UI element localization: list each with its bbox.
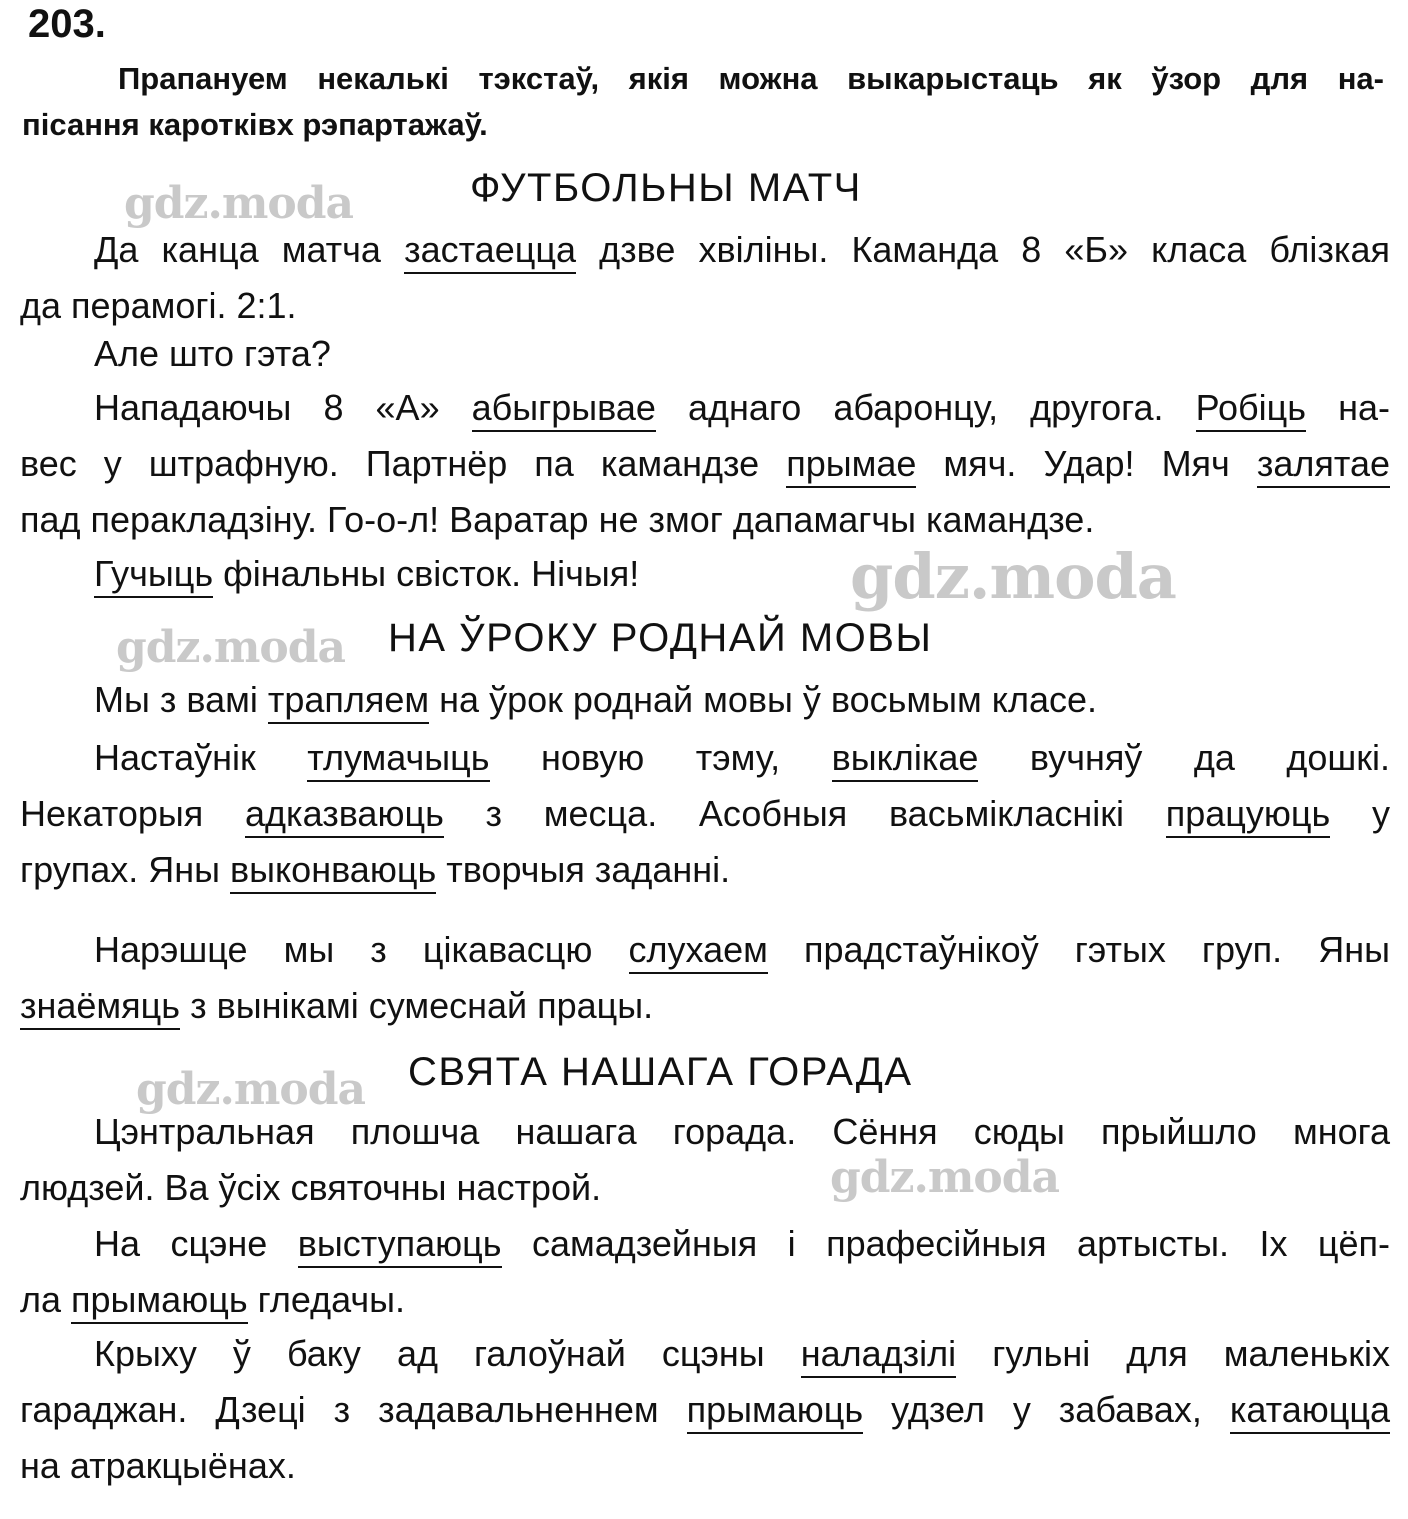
underlined-verb: Робіць: [1196, 387, 1306, 432]
text-line: Цэнтральная плошча нашага горада. Сёння сюды прыйшло многа: [94, 1111, 1390, 1152]
text-line: ла прымаюць гледачы.: [20, 1272, 1390, 1328]
paragraph: [20, 222, 1390, 334]
paragraph: [20, 730, 1390, 898]
watermark: gdz.moda: [124, 178, 354, 229]
watermark: gdz.moda: [830, 1152, 1060, 1203]
text-line: пад перакладзіну. Го-о-л! Варатар не змог дапамагчы камандзе.: [20, 499, 1095, 540]
paragraph: [20, 1216, 1390, 1328]
paragraph: [20, 1326, 1390, 1494]
text-line: знаёмяць з вынікамі сумеснай працы.: [20, 978, 1390, 1034]
paragraph: [20, 380, 1390, 548]
text-line: Нарэшце мы з цікавасцю слухаем прадстаўнікоў гэтых груп. Яны: [20, 922, 1390, 978]
text-line: Гучыць фінальны свісток. Нічыя!: [20, 546, 1390, 602]
text-line: гараджан. Дзеці з задавальненнем прымаюць удзел у забавах, катаюцца: [20, 1382, 1390, 1438]
watermark: gdz.moda: [136, 1064, 366, 1115]
paragraph: [20, 922, 1390, 1034]
exercise-number: 203.: [28, 2, 106, 46]
intro-line-1: Прапануем некалькі тэкстаў, якія можна выкарыстаць як ўзор для на-: [118, 61, 1384, 96]
text-line: вес у штрафную. Партнёр па камандзе прымае мяч. Удар! Мяч залятае: [20, 436, 1390, 492]
text-line: групах. Яны выконваюць творчыя заданні.: [20, 842, 1390, 898]
underlined-verb: выклікае: [832, 737, 979, 782]
paragraph: [20, 1104, 1390, 1216]
exercise-intro: [22, 56, 1384, 148]
underlined-verb: адказваюць: [245, 793, 444, 838]
underlined-verb: застаецца: [404, 229, 576, 274]
underlined-verb: трапляем: [268, 679, 429, 724]
section-title-native-language: НА ЎРОКУ РОДНАЙ МОВЫ: [388, 616, 933, 660]
underlined-verb: выконваюць: [230, 849, 436, 894]
section-title-football: ФУТБОЛЬНЫ МАТЧ: [470, 166, 862, 210]
underlined-verb: катаюцца: [1230, 1389, 1390, 1434]
text-line: На сцэне выступаюць самадзейныя і прафесійныя артысты. Іх цёп-: [20, 1216, 1390, 1272]
text-line: Да канца матча застаецца дзве хвіліны. Каманда 8 «Б» класа блізкая: [20, 222, 1390, 278]
text-line: Некаторыя адказваюць з месца. Асобныя васьмікласнікі працуюць у: [20, 786, 1390, 842]
watermark: gdz.moda: [850, 540, 1176, 613]
text-line: Нападаючы 8 «А» абыгрывае аднаго абаронцу, другога. Робіць на-: [20, 380, 1390, 436]
section-title-city-holiday: СВЯТА НАШАГА ГОРАДА: [408, 1050, 913, 1094]
text-line: Мы з вамі трапляем на ўрок роднай мовы ў восьмым класе.: [20, 672, 1390, 728]
underlined-verb: залятае: [1257, 443, 1390, 488]
intro-line-2: пісання каротківх рэпартажаў.: [22, 107, 488, 142]
text-line: Настаўнік тлумачыць новую тэму, выклікае вучняў да дошкі.: [20, 730, 1390, 786]
paragraph: [20, 546, 1390, 602]
underlined-verb: прымаюць: [71, 1279, 248, 1324]
paragraph: [20, 326, 1390, 382]
underlined-verb: абыгрывае: [472, 387, 656, 432]
underlined-verb: прымаюць: [687, 1389, 864, 1434]
text-line: на атракцыёнах.: [20, 1445, 296, 1486]
underlined-verb: прымае: [786, 443, 916, 488]
underlined-verb: тлумачыць: [307, 737, 489, 782]
text-line: Крыху ў баку ад галоўнай сцэны наладзілі гульні для маленькіх: [20, 1326, 1390, 1382]
text-line: Але што гэта?: [94, 333, 331, 374]
underlined-verb: выступаюць: [298, 1223, 502, 1268]
underlined-verb: працуюць: [1166, 793, 1331, 838]
text-line: да перамогі. 2:1.: [20, 285, 297, 326]
underlined-verb: Гучыць: [94, 553, 213, 598]
underlined-verb: наладзілі: [801, 1333, 956, 1378]
paragraph: [20, 672, 1390, 728]
underlined-verb: знаёмяць: [20, 985, 180, 1030]
underlined-verb: слухаем: [629, 929, 768, 974]
text-line: людзей. Ва ўсіх святочны настрой.: [20, 1167, 602, 1208]
watermark: gdz.moda: [116, 622, 346, 673]
